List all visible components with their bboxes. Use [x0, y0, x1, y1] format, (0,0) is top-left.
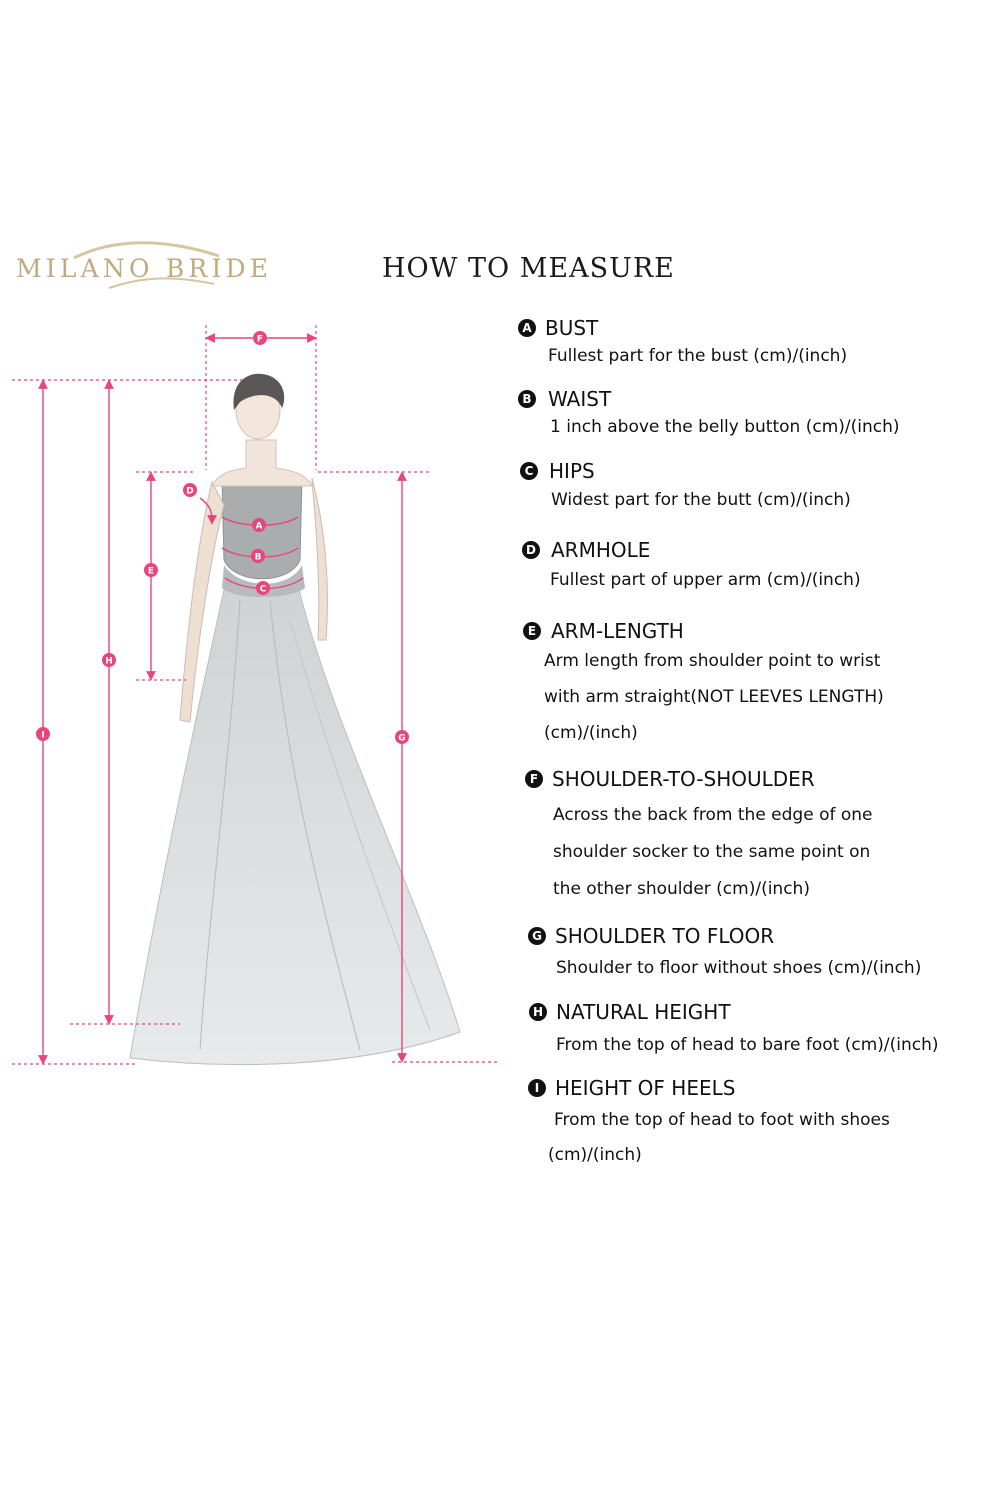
svg-text:C: C [259, 584, 267, 595]
entry-description-line: From the top of head to foot with shoes [554, 1110, 890, 1130]
marker-f [253, 331, 267, 345]
dress-illustration [130, 374, 460, 1065]
svg-text:I: I [41, 730, 45, 741]
svg-text:A: A [255, 521, 263, 532]
entry-title: BUST [545, 316, 599, 340]
marker-a [252, 518, 266, 532]
entry-title: ARMHOLE [551, 538, 651, 562]
badge-f-icon: F [525, 770, 543, 788]
entry-title: HIPS [549, 459, 595, 483]
entry-title: ARM-LENGTH [551, 619, 684, 643]
marker-d [183, 483, 197, 497]
entry-description: 1 inch above the belly button (cm)/(inch) [550, 417, 900, 437]
brand-name: MILANO BRIDE [16, 254, 273, 283]
svg-text:D: D [186, 486, 194, 497]
entry-description-line: the other shoulder (cm)/(inch) [553, 879, 810, 899]
entry-title: HEIGHT OF HEELS [555, 1076, 736, 1100]
page-title: HOW TO MEASURE [382, 253, 675, 284]
badge-h-icon: H [529, 1003, 547, 1021]
entry-description-line: shoulder socker to the same point on [553, 842, 871, 862]
svg-text:B: B [254, 552, 262, 563]
entry-description: Fullest part of upper arm (cm)/(inch) [550, 570, 861, 590]
entry-description-line: Across the back from the edge of one [553, 805, 873, 825]
entry-title: SHOULDER TO FLOOR [555, 924, 775, 948]
svg-text:E: E [147, 566, 155, 577]
entry-description: Widest part for the butt (cm)/(inch) [551, 490, 851, 510]
badge-g-icon: G [528, 927, 546, 945]
entry-description-line: Arm length from shoulder point to wrist [544, 651, 881, 671]
badge-c-icon: C [520, 462, 538, 480]
measurement-figure [0, 310, 510, 1080]
badge-e-icon: E [523, 622, 541, 640]
brand-logo [14, 234, 304, 296]
entry-description: Shoulder to floor without shoes (cm)/(inch) [556, 958, 922, 978]
svg-text:H: H [105, 656, 113, 667]
entry-description: Fullest part for the bust (cm)/(inch) [548, 346, 848, 366]
entry-description-line: (cm)/(inch) [544, 723, 638, 743]
badge-b-icon: B [518, 390, 536, 408]
entry-description: From the top of head to bare foot (cm)/(inch) [556, 1035, 939, 1055]
entry-title: WAIST [548, 387, 612, 411]
badge-i-icon: I [528, 1079, 546, 1097]
marker-b [251, 549, 265, 563]
svg-text:F: F [256, 334, 264, 345]
entry-title: NATURAL HEIGHT [556, 1000, 731, 1024]
entry-description-line: (cm)/(inch) [548, 1145, 642, 1165]
svg-text:G: G [398, 733, 406, 744]
badge-a-icon: A [518, 319, 536, 337]
marker-e [144, 563, 158, 577]
entry-title: SHOULDER-TO-SHOULDER [552, 767, 815, 791]
marker-i [36, 727, 50, 741]
badge-d-icon: D [522, 541, 540, 559]
marker-c [256, 581, 270, 595]
marker-g [395, 730, 409, 744]
entry-description-line: with arm straight(NOT LEEVES LENGTH) [544, 687, 884, 707]
marker-h [102, 653, 116, 667]
